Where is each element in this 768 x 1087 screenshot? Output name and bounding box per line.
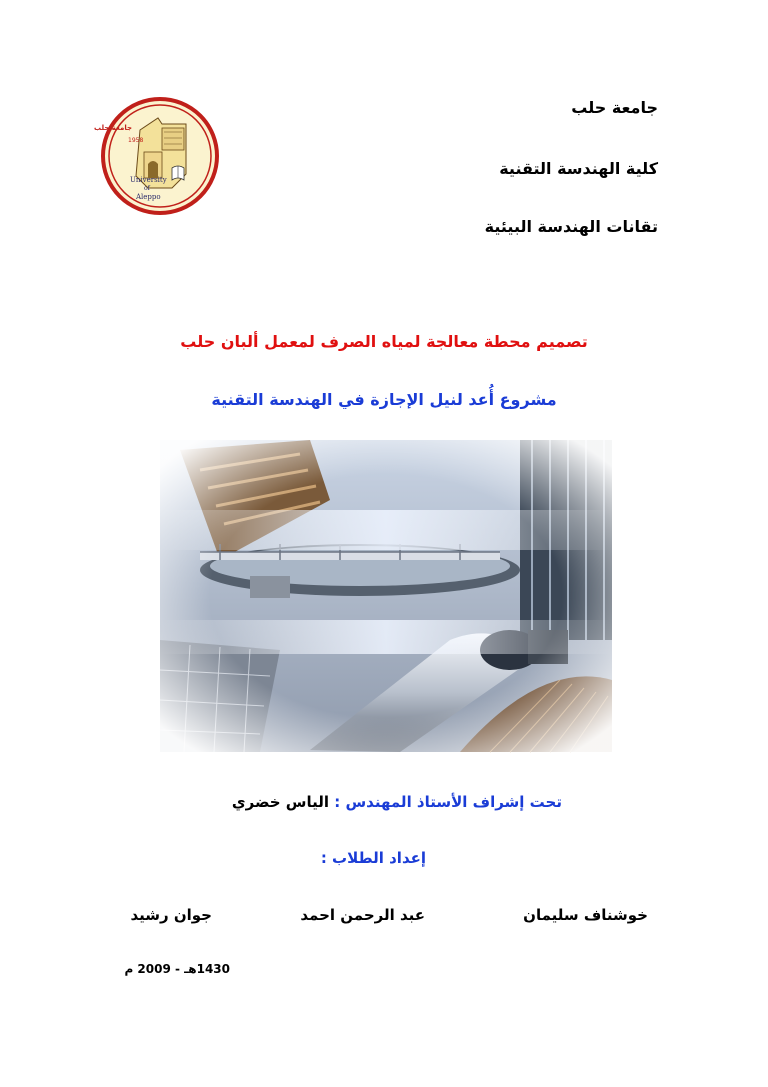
date-line: 1430هـ - 2009 م [124, 962, 230, 976]
treatment-plant-photo [160, 440, 612, 752]
seal-latin-line3: Aleppo [136, 193, 161, 201]
student-name-3: جوان رشيد [130, 906, 212, 924]
student-name-1: خوشناف سليمان [523, 906, 648, 924]
supervisor-name: الياس خضري [231, 793, 330, 811]
project-subtitle: مشروع أُعد لنيل الإجازة في الهندسة التقنية [211, 390, 557, 409]
project-title: تصميم محطة معالجة لمياه الصرف لمعمل ألبان حلب [180, 332, 588, 351]
university-seal-logo [94, 96, 220, 216]
supervision-line [232, 793, 562, 811]
seal-latin-line2: of [144, 185, 150, 192]
supervision-label: تحت إشراف الأستاذ المهندس : [334, 793, 562, 811]
seal-arabic-name: جامعة حلب [94, 124, 132, 132]
seal-year: 1958 [128, 137, 144, 144]
faculty-name: كلية الهندسة التقنية [499, 159, 658, 178]
university-name: جامعة حلب [571, 98, 658, 117]
prepared-by-label: إعداد الطلاب : [320, 849, 426, 867]
student-name-2: عبد الرحمن احمد [300, 906, 425, 924]
department-name: تقانات الهندسة البيئية [484, 217, 658, 236]
seal-latin-line1: University [130, 176, 167, 184]
